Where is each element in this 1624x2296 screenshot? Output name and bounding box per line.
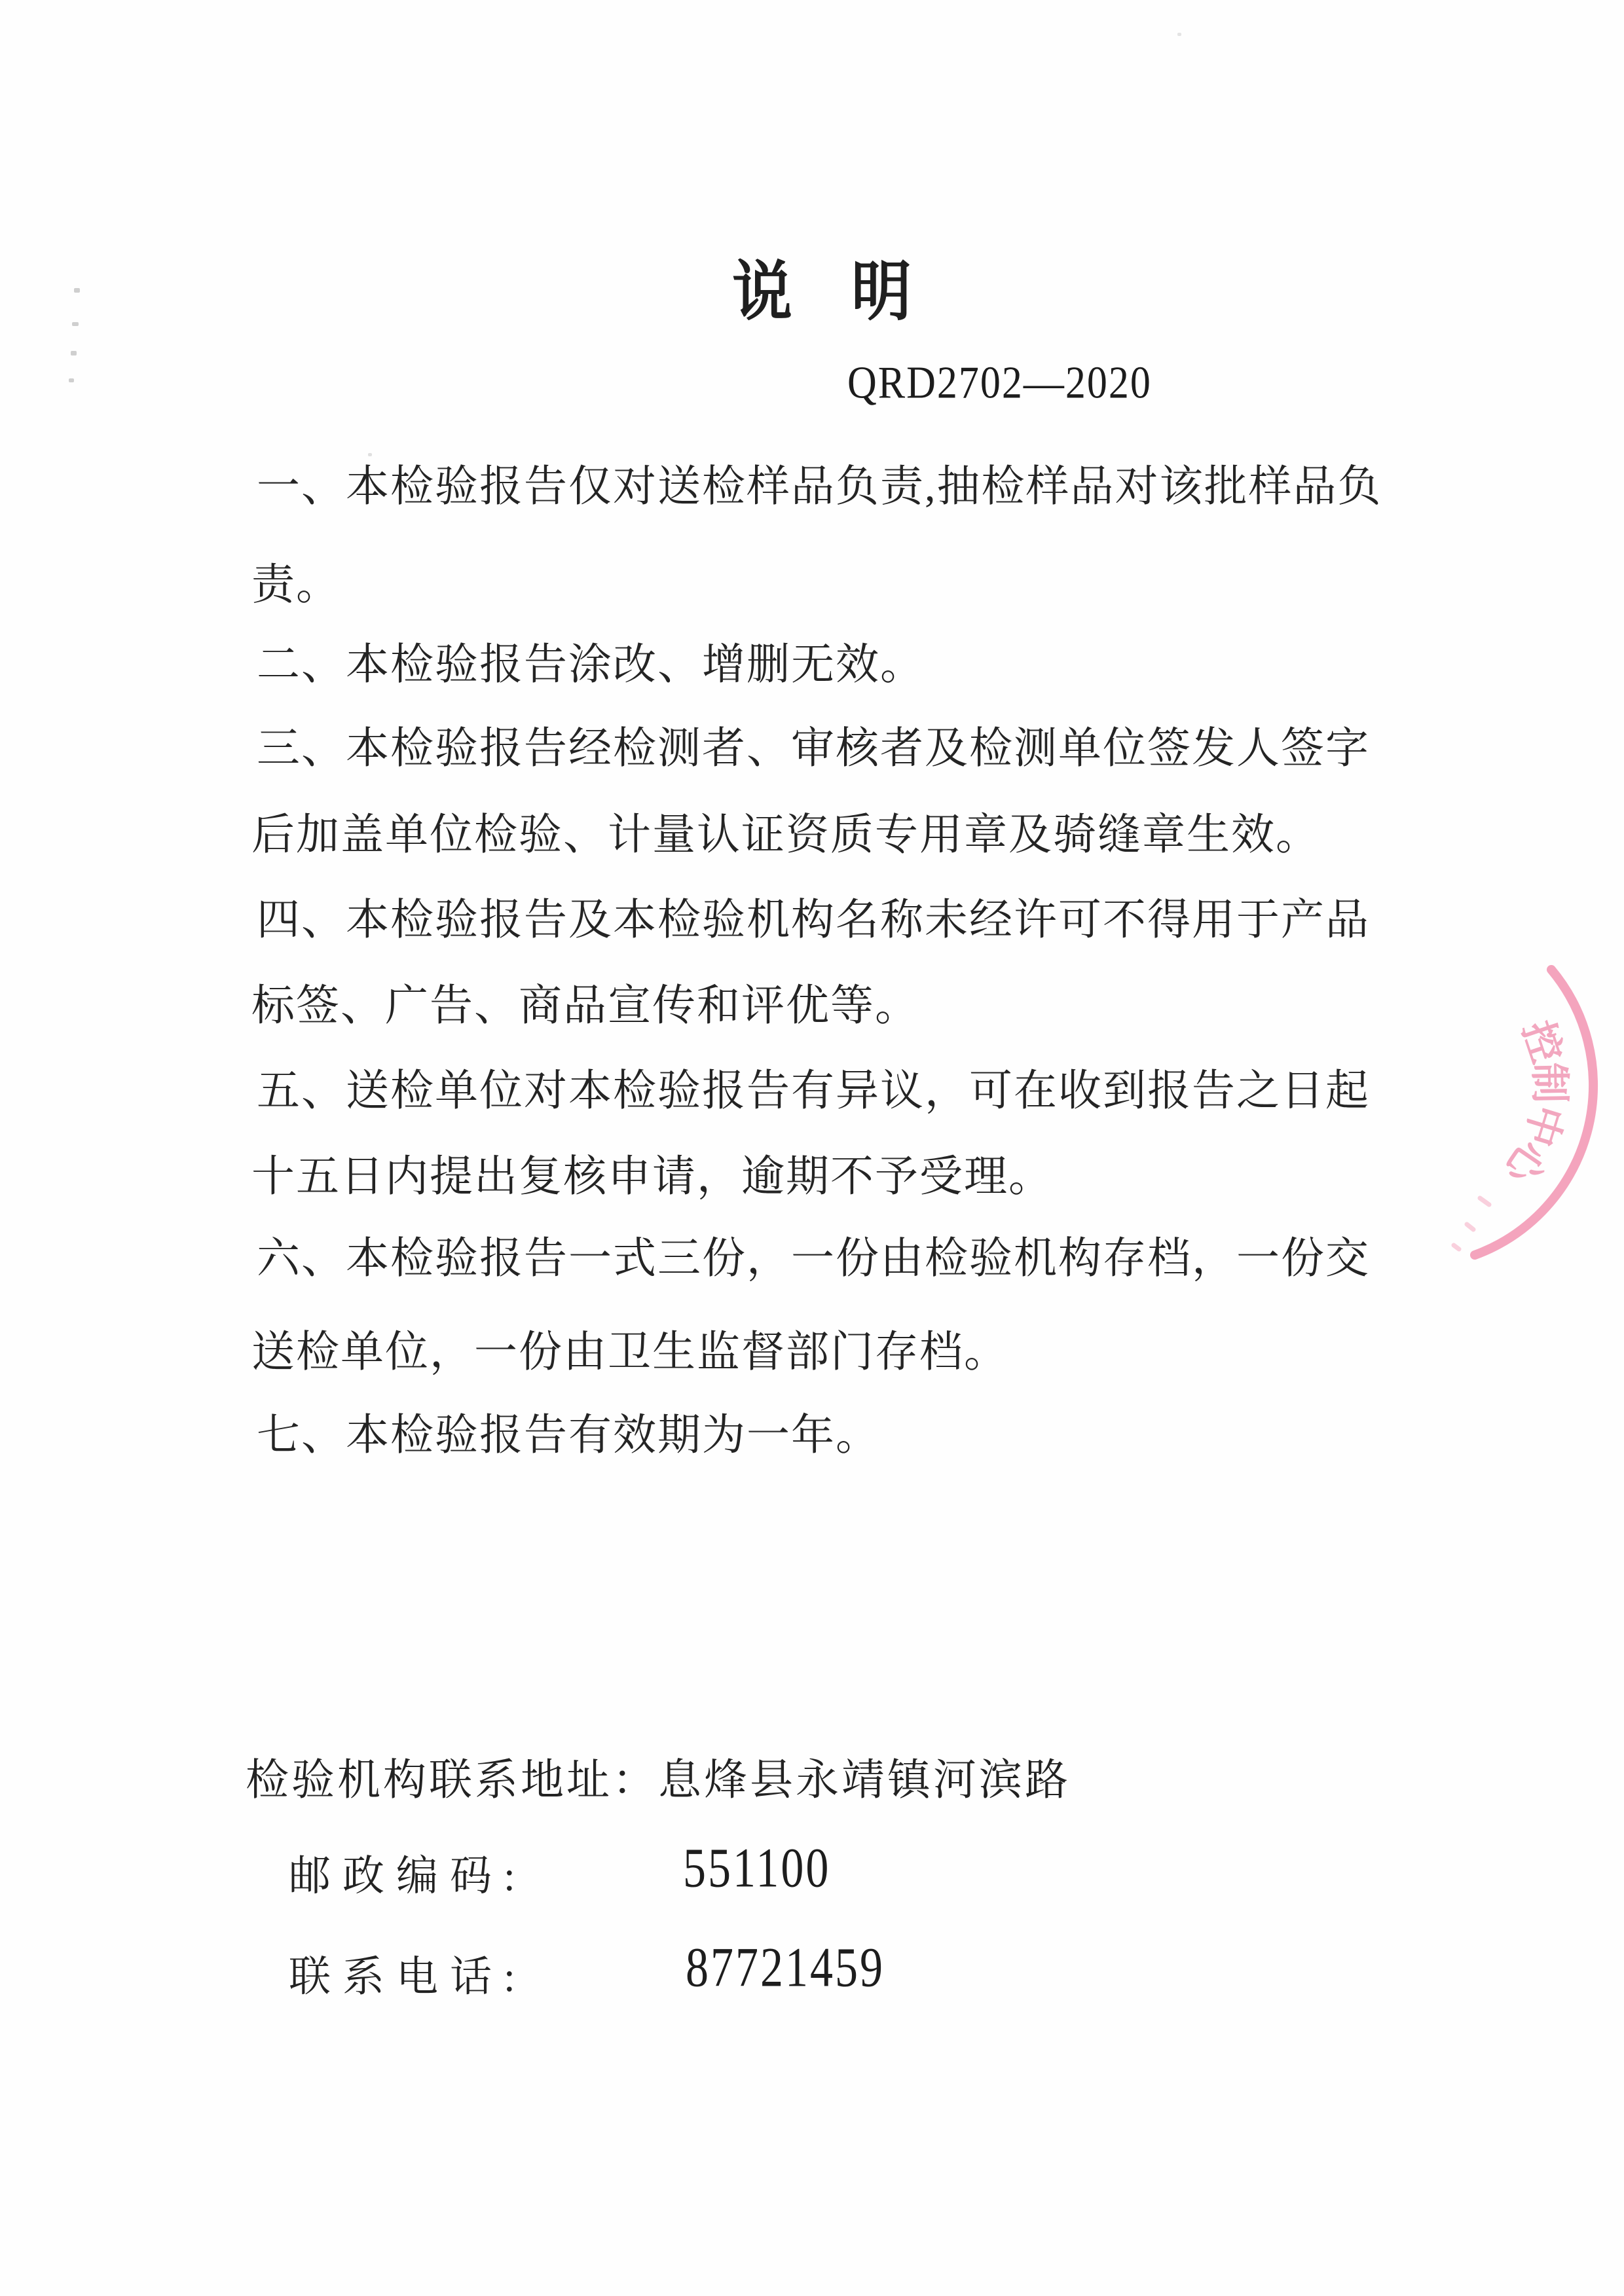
note-line-1b: 责。	[251, 561, 341, 609]
scan-speck	[71, 351, 77, 355]
scan-speck	[368, 453, 372, 456]
postal-code-value: 551100	[683, 1838, 831, 1900]
note-line-1a: 一、本检验报告仅对送检样品负责,抽检样品对该批样品负	[257, 463, 1382, 511]
scan-speck	[72, 322, 79, 326]
note-line-6b: 送检单位，一份由卫生监督部门存档。	[251, 1328, 1008, 1376]
note-line-3b: 后加盖单位检验、计量认证资质专用章及骑缝章生效。	[251, 811, 1320, 859]
stamp-arc	[1475, 970, 1593, 1255]
postal-code-label: 邮政编码:	[289, 1853, 527, 1899]
scan-speck	[69, 378, 74, 382]
stamp-char: 制	[1526, 1062, 1572, 1104]
note-line-6a: 六、本检验报告一式三份，一份由检验机构存档，一份交	[257, 1235, 1370, 1283]
contact-address: 检验机构联系地址：息烽县永靖镇河滨路	[246, 1757, 1071, 1804]
scan-speck	[1177, 33, 1181, 36]
page-title: 说明	[732, 255, 971, 328]
phone-label: 联系电话:	[289, 1954, 527, 2000]
stamp-char: 心	[1495, 1133, 1555, 1192]
phone-value: 87721459	[686, 1937, 885, 1999]
note-line-4b: 标签、广告、商品宣传和评优等。	[251, 982, 919, 1030]
scan-speck	[74, 288, 80, 293]
note-line-5a: 五、送检单位对本检验报告有异议，可在收到报告之日起	[257, 1067, 1370, 1115]
note-line-7: 七、本检验报告有效期为一年。	[257, 1412, 880, 1459]
stamp-speckle	[1454, 1198, 1489, 1249]
note-line-5b: 十五日内提出复核申请，逾期不予受理。	[251, 1153, 1053, 1201]
stamp-char: 中	[1515, 1099, 1570, 1152]
note-line-2: 二、本检验报告涂改、增删无效。	[257, 641, 925, 689]
note-line-4a: 四、本检验报告及本检验机构名称未经许可不得用于产品	[257, 896, 1370, 944]
doc-code: QRD2702—2020	[847, 358, 1152, 409]
stamp-seal	[1375, 943, 1624, 1283]
note-line-3a: 三、本检验报告经检测者、审核者及检测单位签发人签字	[257, 725, 1370, 773]
stamp-char: 控	[1513, 1015, 1570, 1069]
